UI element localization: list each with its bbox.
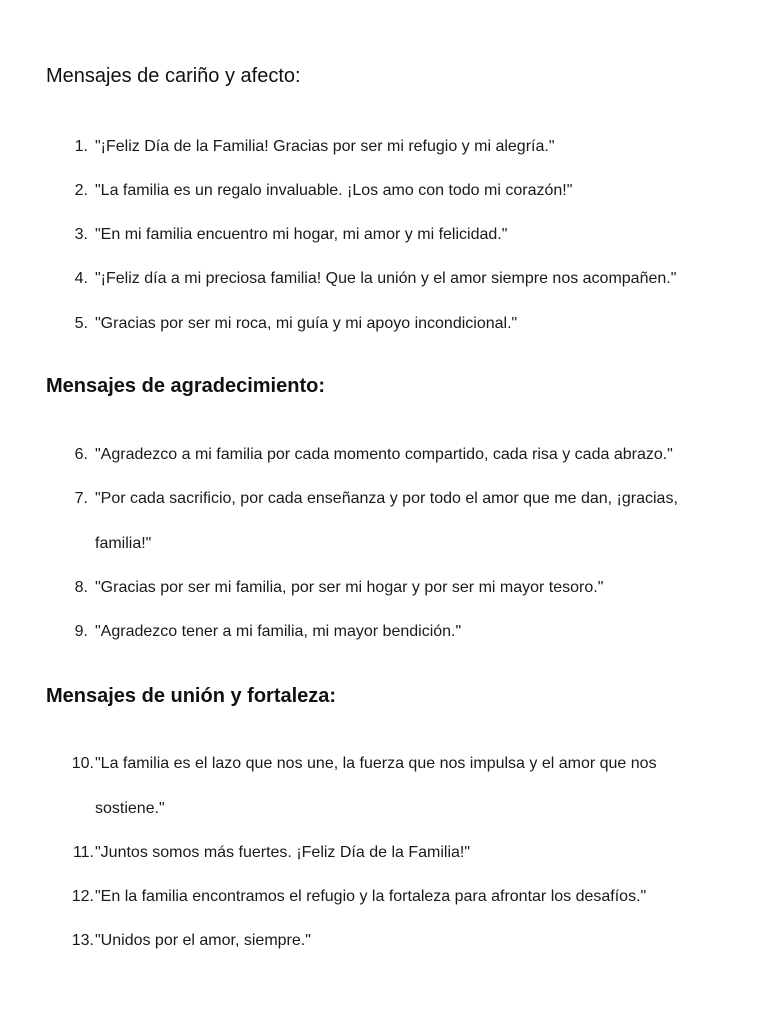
list-item-number: 4.: [74, 270, 88, 287]
list-item-text: "Unidos por el amor, siempre.": [95, 932, 311, 949]
list-item-number: 8.: [74, 579, 88, 596]
list-item-text: familia!": [95, 535, 152, 552]
section-heading-agradecimiento: Mensajes de agradecimiento:: [46, 375, 325, 397]
list-item-number: 10.: [71, 755, 94, 772]
list-item-number: 11.: [72, 844, 94, 861]
list-item-text: "Gracias por ser mi roca, mi guía y mi apoyo incondicional.": [95, 315, 518, 332]
list-item-text: sostiene.": [95, 800, 165, 817]
list-item-number: 7.: [74, 490, 88, 507]
list-item-text: "En la familia encontramos el refugio y la fortaleza para afrontar los desafíos.": [95, 888, 647, 905]
list-item-text: "La familia es un regalo invaluable. ¡Los amo con todo mi corazón!": [95, 182, 573, 199]
list-item-text: "Por cada sacrificio, por cada enseñanza y por todo el amor que me dan, ¡gracias,: [95, 490, 678, 507]
list-item-text: "En mi familia encuentro mi hogar, mi amor y mi felicidad.": [95, 226, 508, 243]
list-item-text: "Juntos somos más fuertes. ¡Feliz Día de la Familia!": [95, 844, 471, 861]
list-item-number: 13.: [71, 932, 94, 949]
list-item-text: "Agradezco a mi familia por cada momento compartido, cada risa y cada abrazo.": [95, 446, 673, 463]
list-item-number: 2.: [74, 182, 88, 199]
list-item-text: "¡Feliz Día de la Familia! Gracias por ser mi refugio y mi alegría.": [95, 138, 555, 155]
list-item-text: "Gracias por ser mi familia, por ser mi hogar y por ser mi mayor tesoro.": [95, 579, 604, 596]
list-item-number: 1.: [74, 138, 88, 155]
list-item-text: "¡Feliz día a mi preciosa familia! Que la unión y el amor siempre nos acompañen.": [95, 270, 677, 287]
list-item-text: "La familia es el lazo que nos une, la fuerza que nos impulsa y el amor que nos: [95, 755, 657, 772]
list-item-number: 9.: [74, 623, 88, 640]
list-item-number: 12.: [71, 888, 94, 905]
list-item-number: 3.: [74, 226, 88, 243]
section-heading-union: Mensajes de unión y fortaleza:: [46, 685, 337, 707]
list-item-number: 6.: [74, 446, 88, 463]
section-heading-carino: Mensajes de cariño y afecto:: [46, 65, 301, 87]
list-item-number: 5.: [74, 315, 88, 332]
list-item-text: "Agradezco tener a mi familia, mi mayor bendición.": [95, 623, 462, 640]
